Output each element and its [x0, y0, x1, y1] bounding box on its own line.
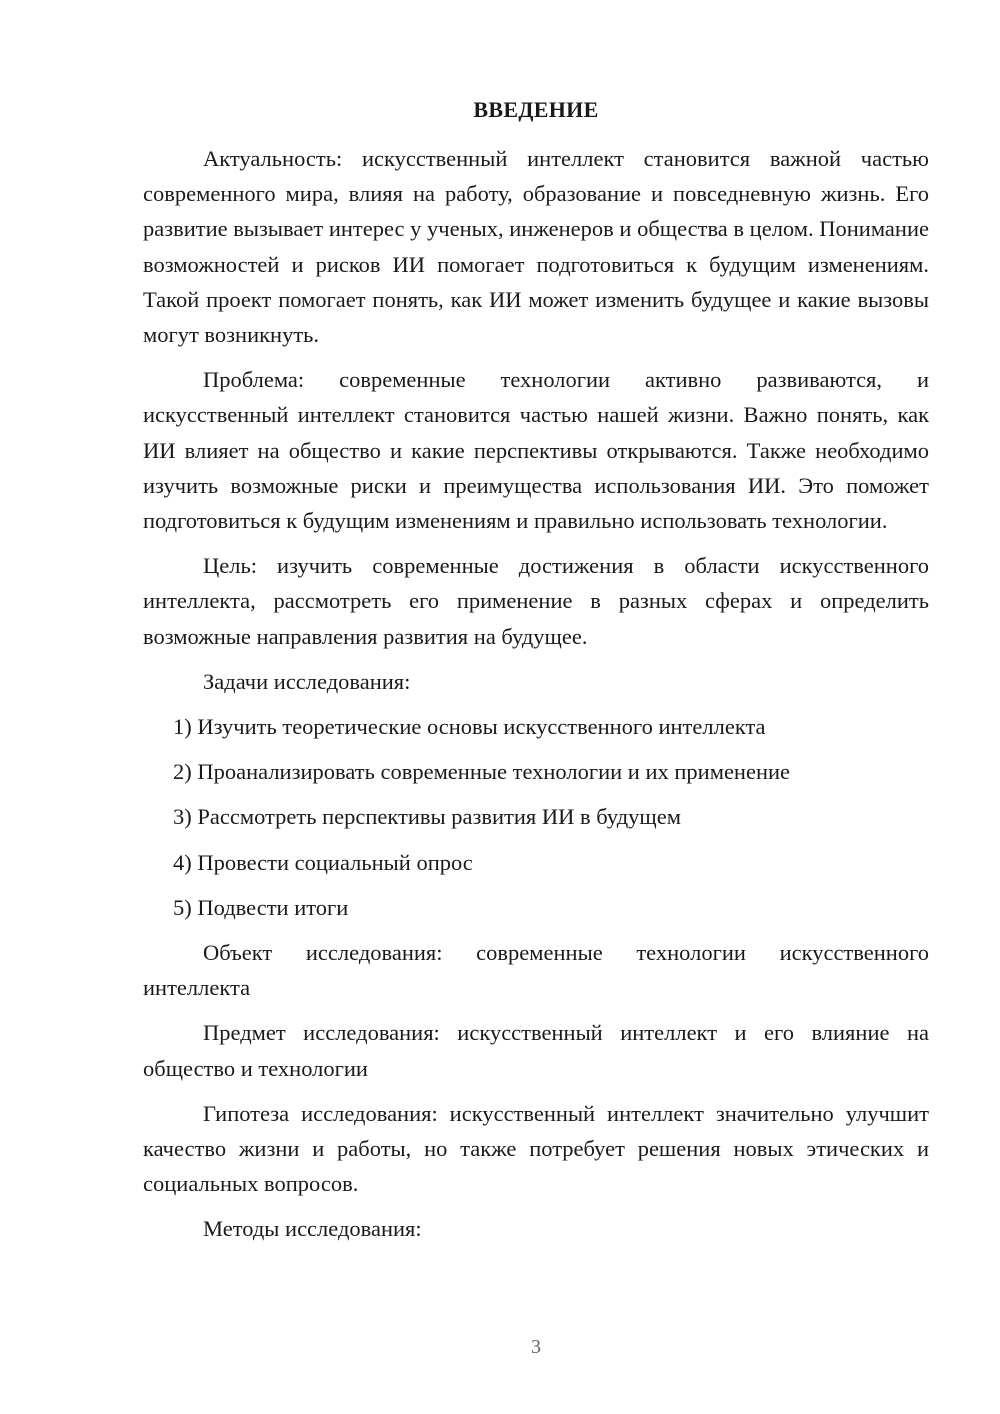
paragraph-methods: Методы исследования: [203, 1216, 422, 1242]
paragraph-problem: Проблема: современные технологии активно развиваются, и искусственный интеллект становится частью нашей жизни. Важно понять, как ИИ влияет на общество и какие перспективы открываются. Также необходимо изучить возможные риски и преимущества использования ИИ. Это поможет подготовиться к будущим изменениям и правильно использовать технологии. [143, 367, 929, 534]
list-item: 3) Рассмотреть перспективы развития ИИ в будущем [173, 804, 681, 830]
page-title: ВВЕДЕНИЕ [473, 97, 599, 122]
page-number: 3 [531, 1336, 541, 1358]
list-item: 5) Подвести итоги [173, 894, 349, 920]
list-item: 1) Изучить теоретические основы искусственного интеллекта [173, 714, 766, 740]
paragraph-object: Объект исследования: современные технологии искусственного интеллекта [143, 940, 929, 1001]
paragraph-hypothesis: Гипотеза исследования: искусственный интеллект значительно улучшит качество жизни и работы, но также потребует решения новых этических и социальных вопросов. [143, 1100, 929, 1197]
paragraph-subject: Предмет исследования: искусственный интеллект и его влияние на общество и технологии [143, 1020, 929, 1081]
paragraph-relevance: Актуальность: искусственный интеллект становится важной частью современного мира, влияя на работу, образование и повседневную жизнь. Его развитие вызывает интерес у ученых, инженеров и общества в целом. Понимание возможностей и рисков ИИ помогает подготовиться к будущим изменениям. Такой проект помогает понять, как ИИ может изменить будущее и какие вызовы могут возникнуть. [143, 146, 929, 348]
document-body [143, 141, 929, 1257]
paragraph-tasks-heading: Задачи исследования: [203, 668, 411, 694]
list-item: 4) Провести социальный опрос [173, 849, 473, 875]
tasks-list [143, 709, 929, 925]
paragraph-goal: Цель: изучить современные достижения в области искусственного интеллекта, рассмотреть его применение в разных сферах и определить возможные направления развития на будущее. [143, 553, 929, 649]
list-item: 2) Проанализировать современные технологии и их применение [173, 759, 791, 785]
